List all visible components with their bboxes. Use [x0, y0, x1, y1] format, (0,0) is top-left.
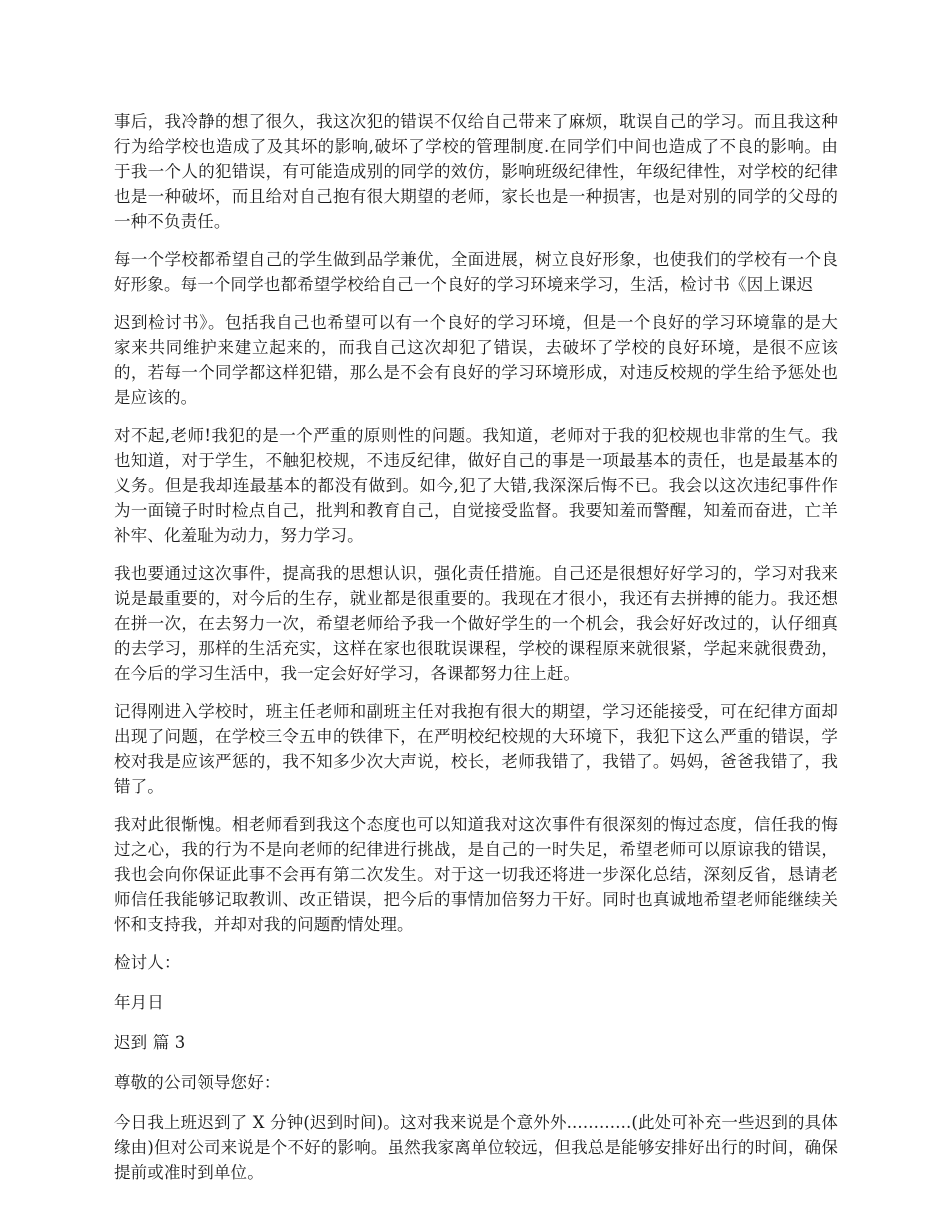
paragraph-remorse: 我对此很惭愧。相老师看到我这个态度也可以知道我对这次事件有很深刻的悔过态度，信任我的悔过之心，我的行为不是向老师的纪律进行挑战，是自己的一时失足，希望老师可以原谅我的错误，我也会向你保证此事不会再有第二次发生。对于这一切我还将进一步深化总结，深刻反省，恳请老师信任我能够记取教训、改正错误，把今后的事情加倍努力干好。同时也真诚地希望老师能继续关怀和支持我，并却对我的问题酌情处理。	[114, 815, 838, 934]
signature-label: 检讨人：	[114, 953, 181, 972]
date-label: 年月日	[114, 993, 164, 1012]
paragraph-late-to-work: 今日我上班迟到了 X 分钟(迟到时间)。这对我来说是个意外外............(此处可补充一些迟到的具体缘由)但对公司来说是个不好的影响。虽然我家离单位较远，但我总是能够安排好出行的时间，确保提前或准时到单位。	[114, 1113, 838, 1182]
paragraph-apology: 对不起,老师!我犯的是一个严重的原则性的问题。我知道，老师对于我的犯校规也非常的生气。我也知道，对于学生，不触犯校规，不违反纪律，做好自己的事是一项最基本的责任，也是最基本的义务。但是我却连最基本的都没有做到。如今,犯了大错,我深深后悔不已。我会以这次违纪事件作为一面镜子时时检点自己，批判和教育自己，自觉接受监督。我要知羞而警醒，知羞而奋进，亡羊补牢、化羞耻为动力，努力学习。	[114, 426, 838, 545]
paragraph-school-hope: 每一个学校都希望自己的学生做到品学兼优，全面进展，树立良好形象，也使我们的学校有一个良好形象。每一个同学也都希望学校给自己一个良好的学习环境来学习，生活，检讨书《因上课迟	[114, 250, 838, 294]
paragraph-reflection: 事后，我冷静的想了很久，我这次犯的错误不仅给自己带来了麻烦，耽误自己的学习。而且我这种行为给学校也造成了及其坏的影响,破坏了学校的管理制度.在同学们中间也造成了不良的影响。由于我一个人的犯错误，有可能造成别的同学的效仿，影响班级纪律性，年级纪律性，对学校的纪律也是一种破坏，而且给对自己抱有很大期望的老师，家长也是一种损害，也是对别的同学的父母的一种不负责任。	[114, 112, 838, 231]
section-heading: 迟到 篇 3	[114, 1033, 186, 1052]
paragraph-improvement: 我也要通过这次事件，提高我的思想认识，强化责任措施。自己还是很想好好学习的，学习对我来说是最重要的，对今后的生存，就业都是很重要的。我现在才很小，我还有去拼搏的能力。我还想在拼一次，在去努力一次，希望老师给予我一个做好学生的一个机会，我会好好改过的，认仔细真的去学习，那样的生活充实，这样在家也很耽误课程，学校的课程原来就很紧，学起来就很费劲，在今后的学习生活中，我一定会好好学习，各课都努力往上赶。	[114, 564, 838, 683]
paragraph-environment: 迟到检讨书》。包括我自己也希望可以有一个良好的学习环境，但是一个良好的学习环境靠的是大家来共同维护来建立起来的，而我自己这次却犯了错误，去破坏了学校的良好环境，是很不应该的，若每一个同学都这样犯错，那么是不会有良好的学习环境形成，对违反校规的学生给予惩处也是应该的。	[114, 313, 838, 407]
document-body	[114, 109, 838, 1198]
salutation: 尊敬的公司领导您好：	[114, 1073, 281, 1092]
paragraph-memory: 记得刚进入学校时，班主任老师和副班主任对我抱有很大的期望，学习还能接受，可在纪律方面却出现了问题，在学校三令五申的铁律下，在严明校纪校规的大环境下，我犯下这么严重的错误，学校对我是应该严惩的，我不知多少次大声说，校长，老师我错了，我错了。妈妈，爸爸我错了，我错了。	[114, 702, 838, 796]
